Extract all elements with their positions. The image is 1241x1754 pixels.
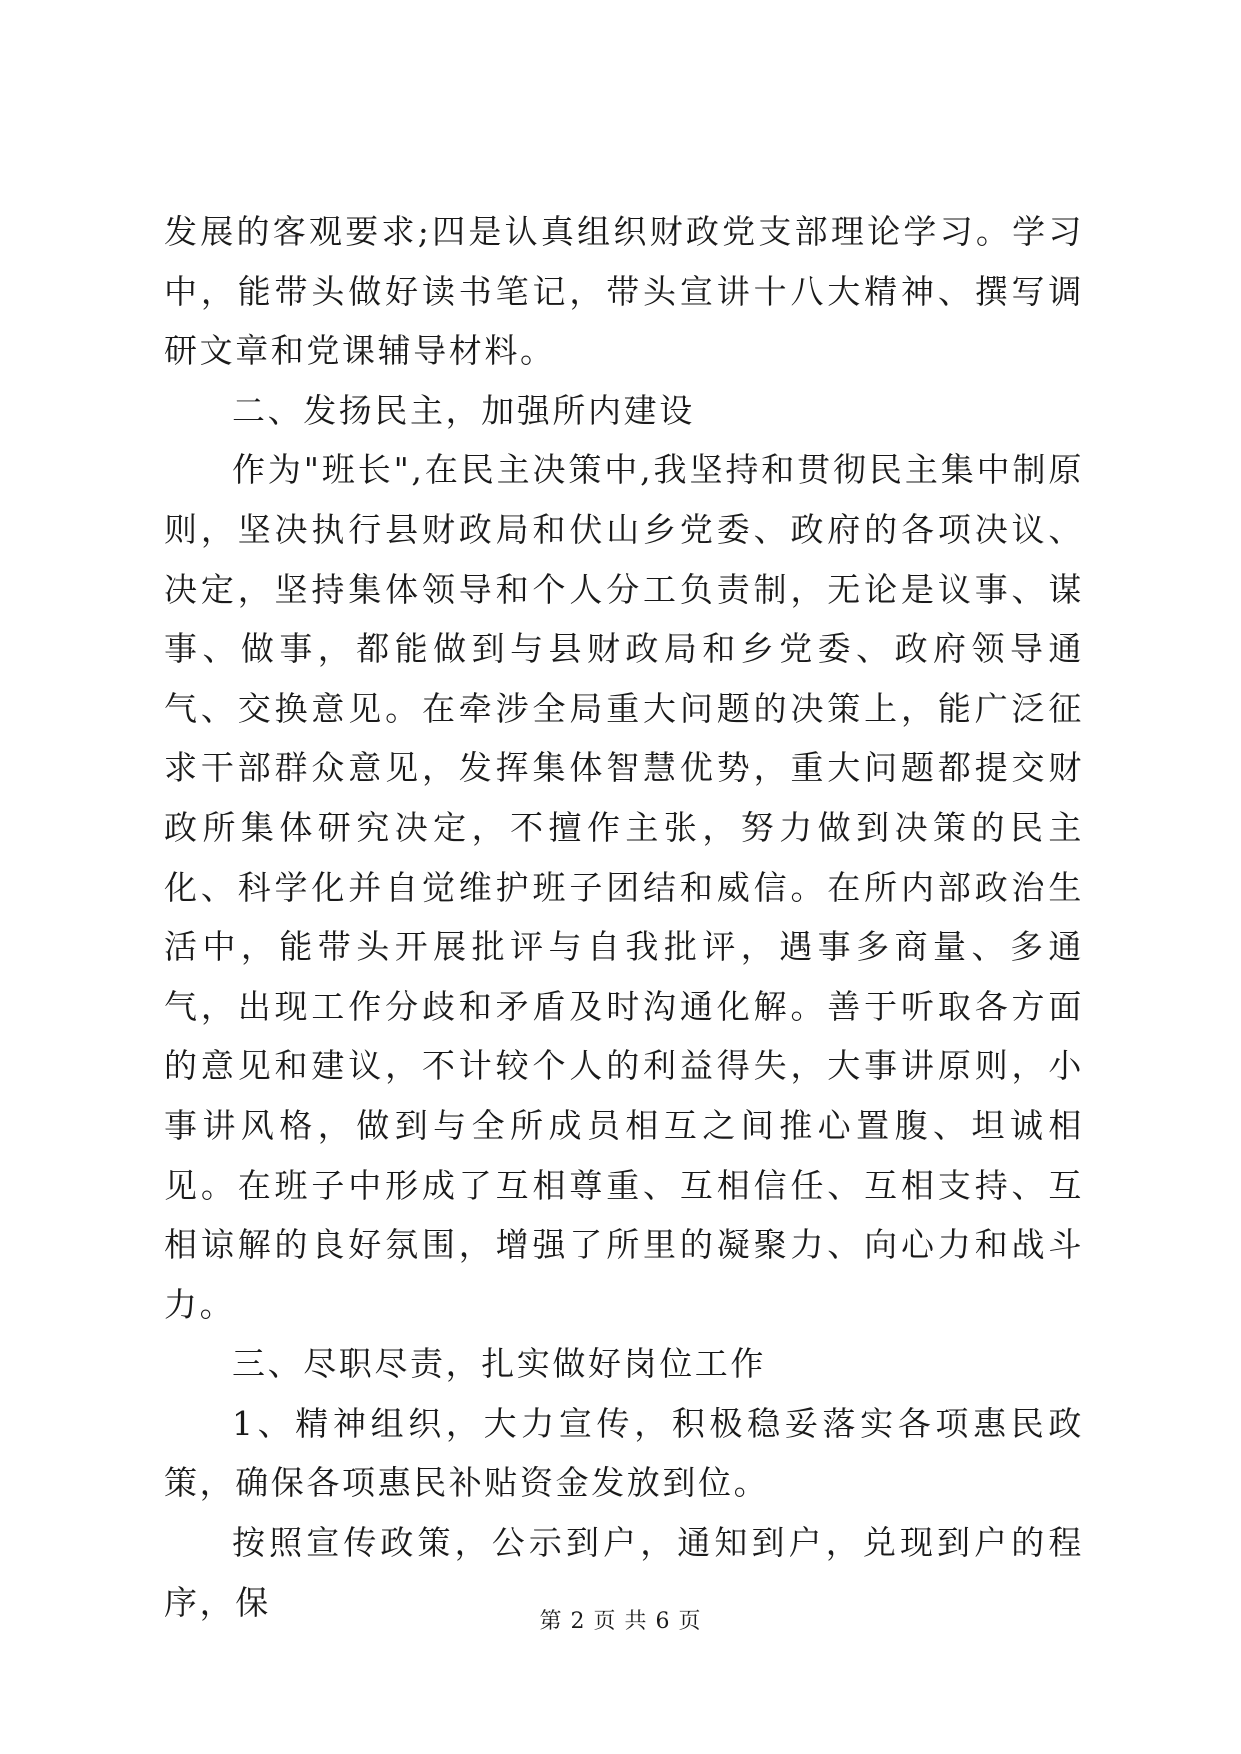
paragraph-1: 发展的客观要求;四是认真组织财政党支部理论学习。学习中，能带头做好读书笔记，带头宣讲十八大精神、撰写调研文章和党课辅导材料。: [164, 212, 1084, 371]
paragraph-5: 1、精神组织，大力宣传，积极稳妥落实各项惠民政策，确保各项惠民补贴资金发放到位。: [164, 1403, 1084, 1503]
body-text: [164, 202, 1084, 1632]
paragraph-3: 作为"班长",在民主决策中,我坚持和贯彻民主集中制原则，坚决执行县财政局和伏山乡党委、政府的各项决议、决定，坚持集体领导和个人分工负责制，无论是议事、谋事、做事，都能做到与县财政局和乡党委、政府领导通气、交换意见。在牵涉全局重大问题的决策上，能广泛征求干部群众意见，发挥集体智慧优势，重大问题都提交财政所集体研究决定，不擅作主张，努力做到决策的民主化、科学化并自觉维护班子团结和威信。在所内部政治生活中，能带头开展批评与自我批评，遇事多商量、多通气，出现工作分歧和矛盾及时沟通化解。善于听取各方面的意见和建议，不计较个人的利益得失，大事讲原则，小事讲风格，做到与全所成员相互之间推心置腹、坦诚相见。在班子中形成了互相尊重、互相信任、互相支持、互相谅解的良好氛围，增强了所里的凝聚力、向心力和战斗力。: [164, 450, 1084, 1324]
page-number-footer: 第 2 页 共 6 页: [539, 1609, 702, 1634]
paragraph-6: 按照宣传政策，公示到户，通知到户，兑现到户的程序，保: [164, 1523, 1084, 1622]
section-heading-3: 三、尽职尽责，扎实做好岗位工作: [232, 1344, 766, 1384]
section-heading-2: 二、发扬民主，加强所内建设: [232, 390, 695, 430]
